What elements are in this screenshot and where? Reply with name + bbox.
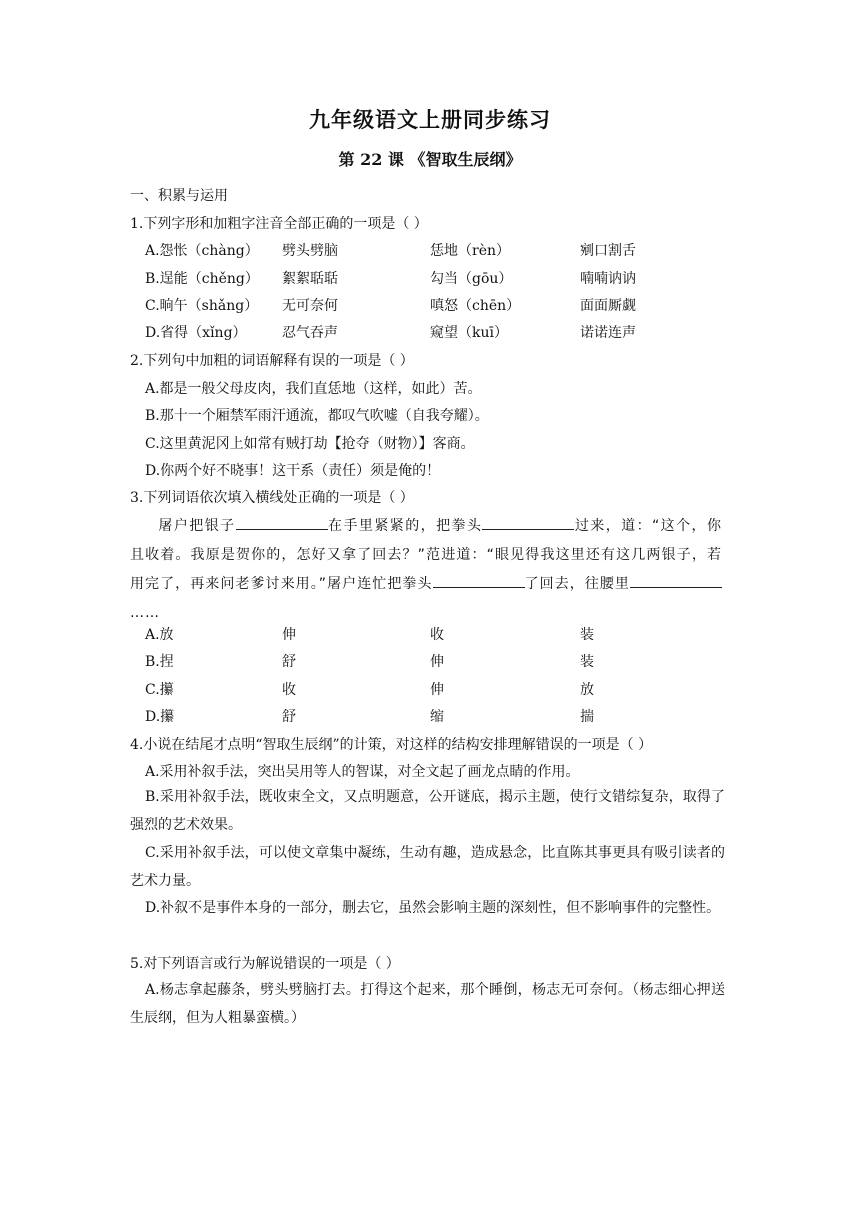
answer-blank-1 bbox=[236, 515, 328, 530]
answer-blank-4 bbox=[630, 573, 722, 588]
q4-option-d: D.补叙不是事件本身的一部分，删去它，虽然会影响主题的深刻性，但不影响事件的完整性。 bbox=[145, 900, 721, 916]
q3-option-d-word1: D.攥 bbox=[145, 709, 175, 725]
q2-option-b: B.那十一个厢禁军雨汗通流，都叹气吹嘘（自我夸耀）。 bbox=[145, 408, 489, 424]
section-heading: 一、积累与运用 bbox=[130, 188, 228, 204]
q3-option-d-word4: 揣 bbox=[580, 709, 594, 725]
q1-option-b-word3: 勾当（gōu） bbox=[430, 271, 513, 287]
q3-option-a-word4: 装 bbox=[580, 627, 594, 643]
q3-option-d-word2: 舒 bbox=[282, 709, 296, 725]
q1-option-c-word2: 无可奈何 bbox=[282, 298, 338, 314]
q3-option-a-word1: A.放 bbox=[145, 627, 174, 643]
q3-passage bbox=[130, 512, 722, 628]
q3-option-b-word3: 伸 bbox=[430, 654, 444, 670]
q3-option-c-word3: 伸 bbox=[430, 682, 444, 698]
lesson-subtitle: 第 22 课 《智取生辰纲》 bbox=[338, 150, 522, 169]
q3-option-b-word4: 装 bbox=[580, 654, 594, 670]
question-1-stem: 1.下列字形和加粗字注音全部正确的一项是（ ） bbox=[130, 216, 428, 232]
q1-option-a-word1: A.怨怅（chàng） bbox=[145, 243, 259, 259]
q4-option-a: A.采用补叙手法，突出吴用等人的智谋，对全文起了画龙点睛的作用。 bbox=[145, 764, 580, 780]
q1-option-a-word2: 劈头劈脑 bbox=[282, 243, 338, 259]
page-title: 九年级语文上册同步练习 bbox=[309, 107, 551, 132]
question-3-stem: 3.下列词语依次填入横线处正确的一项是（ ） bbox=[130, 490, 414, 506]
passage-text-1: 屠户把银子 bbox=[158, 518, 236, 534]
q1-option-d-word1: D.省得（xǐng） bbox=[145, 325, 247, 341]
q2-option-a: A.都是一般父母皮肉，我们直恁地（这样，如此）苦。 bbox=[145, 381, 482, 397]
q4-option-c: C.采用补叙手法，可以使文章集中凝练，生动有趣，造成悬念，比直陈其事更具有吸引读者的艺术力量。 bbox=[130, 845, 725, 889]
q3-option-a-word3: 收 bbox=[430, 627, 444, 643]
q3-option-a-word2: 伸 bbox=[282, 627, 296, 643]
passage-text-3: 过来，道：“这个，你且收着。我原是贺你的，怎好又拿了回去？”范进道：“眼见得我这里还有这几两银子，若用完了，再来问老爹讨来用。”屠户连忙把拳头 bbox=[130, 518, 722, 592]
q2-option-c: C.这里黄泥冈上如常有贼打劫【抢夺（财物）】客商。 bbox=[145, 436, 475, 452]
answer-blank-2 bbox=[482, 515, 574, 530]
q1-option-b-word4: 喃喃讷讷 bbox=[580, 271, 636, 287]
question-5-stem: 5.对下列语言或行为解说错误的一项是（ ） bbox=[130, 956, 400, 972]
q1-option-d-word2: 忍气吞声 bbox=[282, 325, 338, 341]
q2-option-d: D.你两个好不晓事！这干系（责任）须是俺的！ bbox=[145, 463, 441, 479]
q1-option-a-word4: 剜口割舌 bbox=[580, 243, 636, 259]
q4-option-b: B.采用补叙手法，既收束全文，又点明题意，公开谜底，揭示主题，使行文错综复杂，取得了强烈的艺术效果。 bbox=[130, 789, 725, 833]
q1-option-c-word4: 面面厮觑 bbox=[580, 298, 636, 314]
q1-option-d-word4: 诺诺连声 bbox=[580, 325, 636, 341]
q1-option-c-word1: C.晌午（shǎng） bbox=[145, 298, 259, 314]
q1-option-c-word3: 嗔怒（chēn） bbox=[430, 298, 521, 314]
passage-text-4: 了回去，往腰里 bbox=[524, 576, 630, 592]
q3-option-c-word4: 放 bbox=[580, 682, 594, 698]
q3-option-c-word1: C.攥 bbox=[145, 682, 174, 698]
answer-blank-3 bbox=[433, 573, 525, 588]
question-4-stem: 4.小说在结尾才点明“智取生辰纲”的计策，对这样的结构安排理解错误的一项是（ ） bbox=[130, 737, 653, 753]
q3-option-b-word1: B.捏 bbox=[145, 654, 174, 670]
q5-option-a: A.杨志拿起藤条，劈头劈脑打去。打得这个起来，那个睡倒，杨志无可奈何。（杨志细心押送生辰纲，但为人粗暴蛮横。） bbox=[130, 982, 725, 1026]
q3-option-c-word2: 收 bbox=[282, 682, 296, 698]
q3-option-d-word3: 缩 bbox=[430, 709, 444, 725]
q1-option-b-word2: 絮絮聒聒 bbox=[282, 271, 338, 287]
passage-text-5: …… bbox=[130, 605, 160, 621]
passage-text-2: 在手里紧紧的，把拳头 bbox=[327, 518, 483, 534]
q1-option-b-word1: B.逞能（chěng） bbox=[145, 271, 259, 287]
q1-option-d-word3: 窥望（kuī） bbox=[430, 325, 508, 341]
question-2-stem: 2.下列句中加粗的词语解释有误的一项是（ ） bbox=[130, 353, 414, 369]
q1-option-a-word3: 恁地（rèn） bbox=[430, 243, 510, 259]
q3-option-b-word2: 舒 bbox=[282, 654, 296, 670]
